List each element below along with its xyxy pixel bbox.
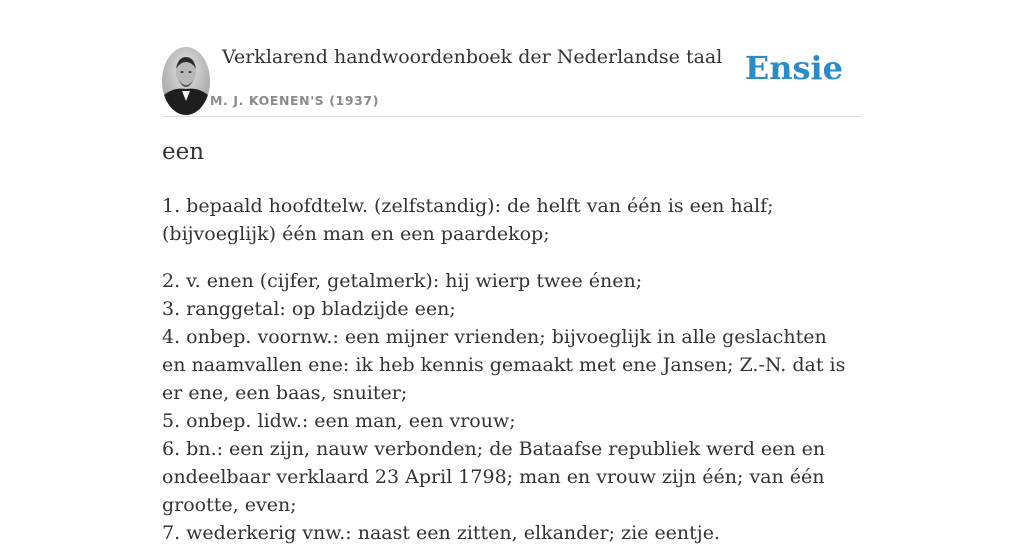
definition-item: 1. bepaald hoofdtelw. (zelfstandig): de helft van één is een half; (bijvoeglijk) één man en een paardekop;: [162, 195, 774, 245]
definition-block-2: [162, 267, 852, 547]
entry-headword: een: [162, 139, 205, 165]
dictionary-header: [162, 44, 862, 117]
dictionary-title: Verklarend handwoordenboek der Nederlandse taal: [222, 46, 723, 68]
definition-item: 6. bn.: een zijn, nauw verbonden; de Bataafse republiek werd een en ondeelbaar verklaard 23 April 1798; man en vrouw zijn één; van één grootte, even;: [162, 438, 826, 516]
definition-item: 2. v. enen (cijfer, getalmerk): hij wierp twee énen;: [162, 270, 643, 292]
ensie-logo[interactable]: Ensie: [744, 49, 843, 87]
definition-item: 7. wederkerig vnw.: naast een zitten, elkander; zie eentje.: [162, 522, 720, 544]
definition-item: 3. ranggetal: op bladzijde een;: [162, 298, 456, 320]
author-portrait-icon: [162, 47, 210, 115]
definition-block-1: [162, 192, 852, 248]
dictionary-subtitle: M. J. KOENEN'S (1937): [210, 93, 380, 108]
definition-item: 5. onbep. lidw.: een man, een vrouw;: [162, 410, 516, 432]
definition-item: 4. onbep. voornw.: een mijner vrienden; bijvoeglijk in alle geslachten en naamvallen ene: ik heb kennis gemaakt met ene Jansen; Z.-N. dat is er ene, een baas, snuiter;: [162, 326, 846, 404]
